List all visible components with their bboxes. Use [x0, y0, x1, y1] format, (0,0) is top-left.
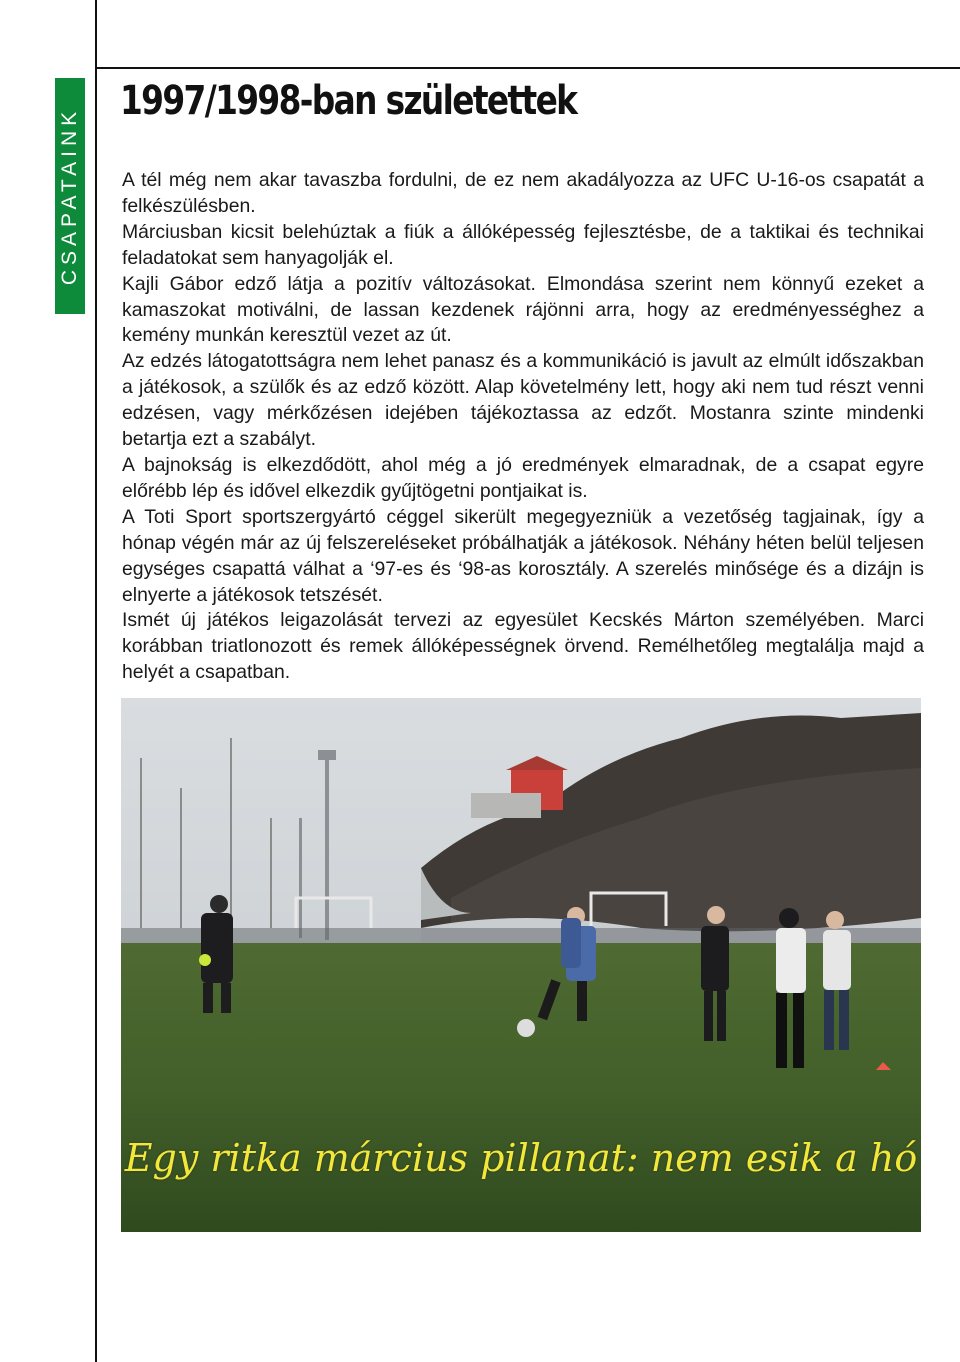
article-title: 1997/1998-ban születettek	[120, 78, 577, 124]
paragraph: Az edzés látogatottságra nem lehet panasz és a kommunikáció is javult az elmúlt időszakban a játékosok, a szülők és az edző között. Alap követelmény lett, hogy aki nem tud részt venni edzésen, vagy mérkőzésen idejében tájékoztassa az edzőt. Mostanra szinte mindenki betartja ezt a szabályt.	[122, 350, 924, 451]
paragraph: Ismét új játékos leigazolását tervezi az egyesület Kecskés Márton személyében. Marci korábban triatlonozott és remek állóképességnek örvend. Remélhetőleg megtalálja majd a helyét a csapatban.	[122, 609, 924, 684]
training-photo	[121, 698, 921, 1232]
photo-caption: Egy ritka március pillanat: nem esik a hó	[124, 1136, 918, 1180]
vertical-rule	[95, 0, 97, 1362]
section-label: CSAPATAINK	[58, 106, 82, 286]
paragraph: A tél még nem akar tavaszba fordulni, de ez nem akadályozza az UFC U-16-os csapatát a felkészülésben.	[122, 169, 924, 217]
article-body	[122, 168, 924, 686]
paragraph: Kajli Gábor edző látja a pozitív változásokat. Elmondása szerint nem könnyű ezeket a kamaszokat motiválni, de lassan kezdenek rájönni arra, hogy az eredményességhez a kemény munkán keresztül vezet az út.	[122, 272, 924, 347]
paragraph: A Toti Sport sportszergyártó céggel sikerült megegyezniük a vezetőség tagjainak, így a hónap végén már az új felszereléseket próbálhatják a játékosok. Néhány héten belül teljesen egységes csapattá válhat a ‘97-es és ‘98-as korosztály. A szerelés minősége és a dizájn is elnyerte a játékosok tetszését.	[122, 505, 924, 606]
header-rule	[95, 67, 960, 69]
paragraph: A bajnokság is elkezdődött, ahol még a jó eredmények elmaradnak, de a csapat egyre előrébb lép és idővel elkezdik gyűjtögetni pontjaikat is.	[122, 453, 924, 502]
section-tab	[55, 78, 85, 314]
paragraph: Márciusban kicsit belehúztak a fiúk a állóképesség fejlesztésbe, de a taktikai és technikai feladatokat sem hanyagolják el.	[122, 220, 924, 269]
